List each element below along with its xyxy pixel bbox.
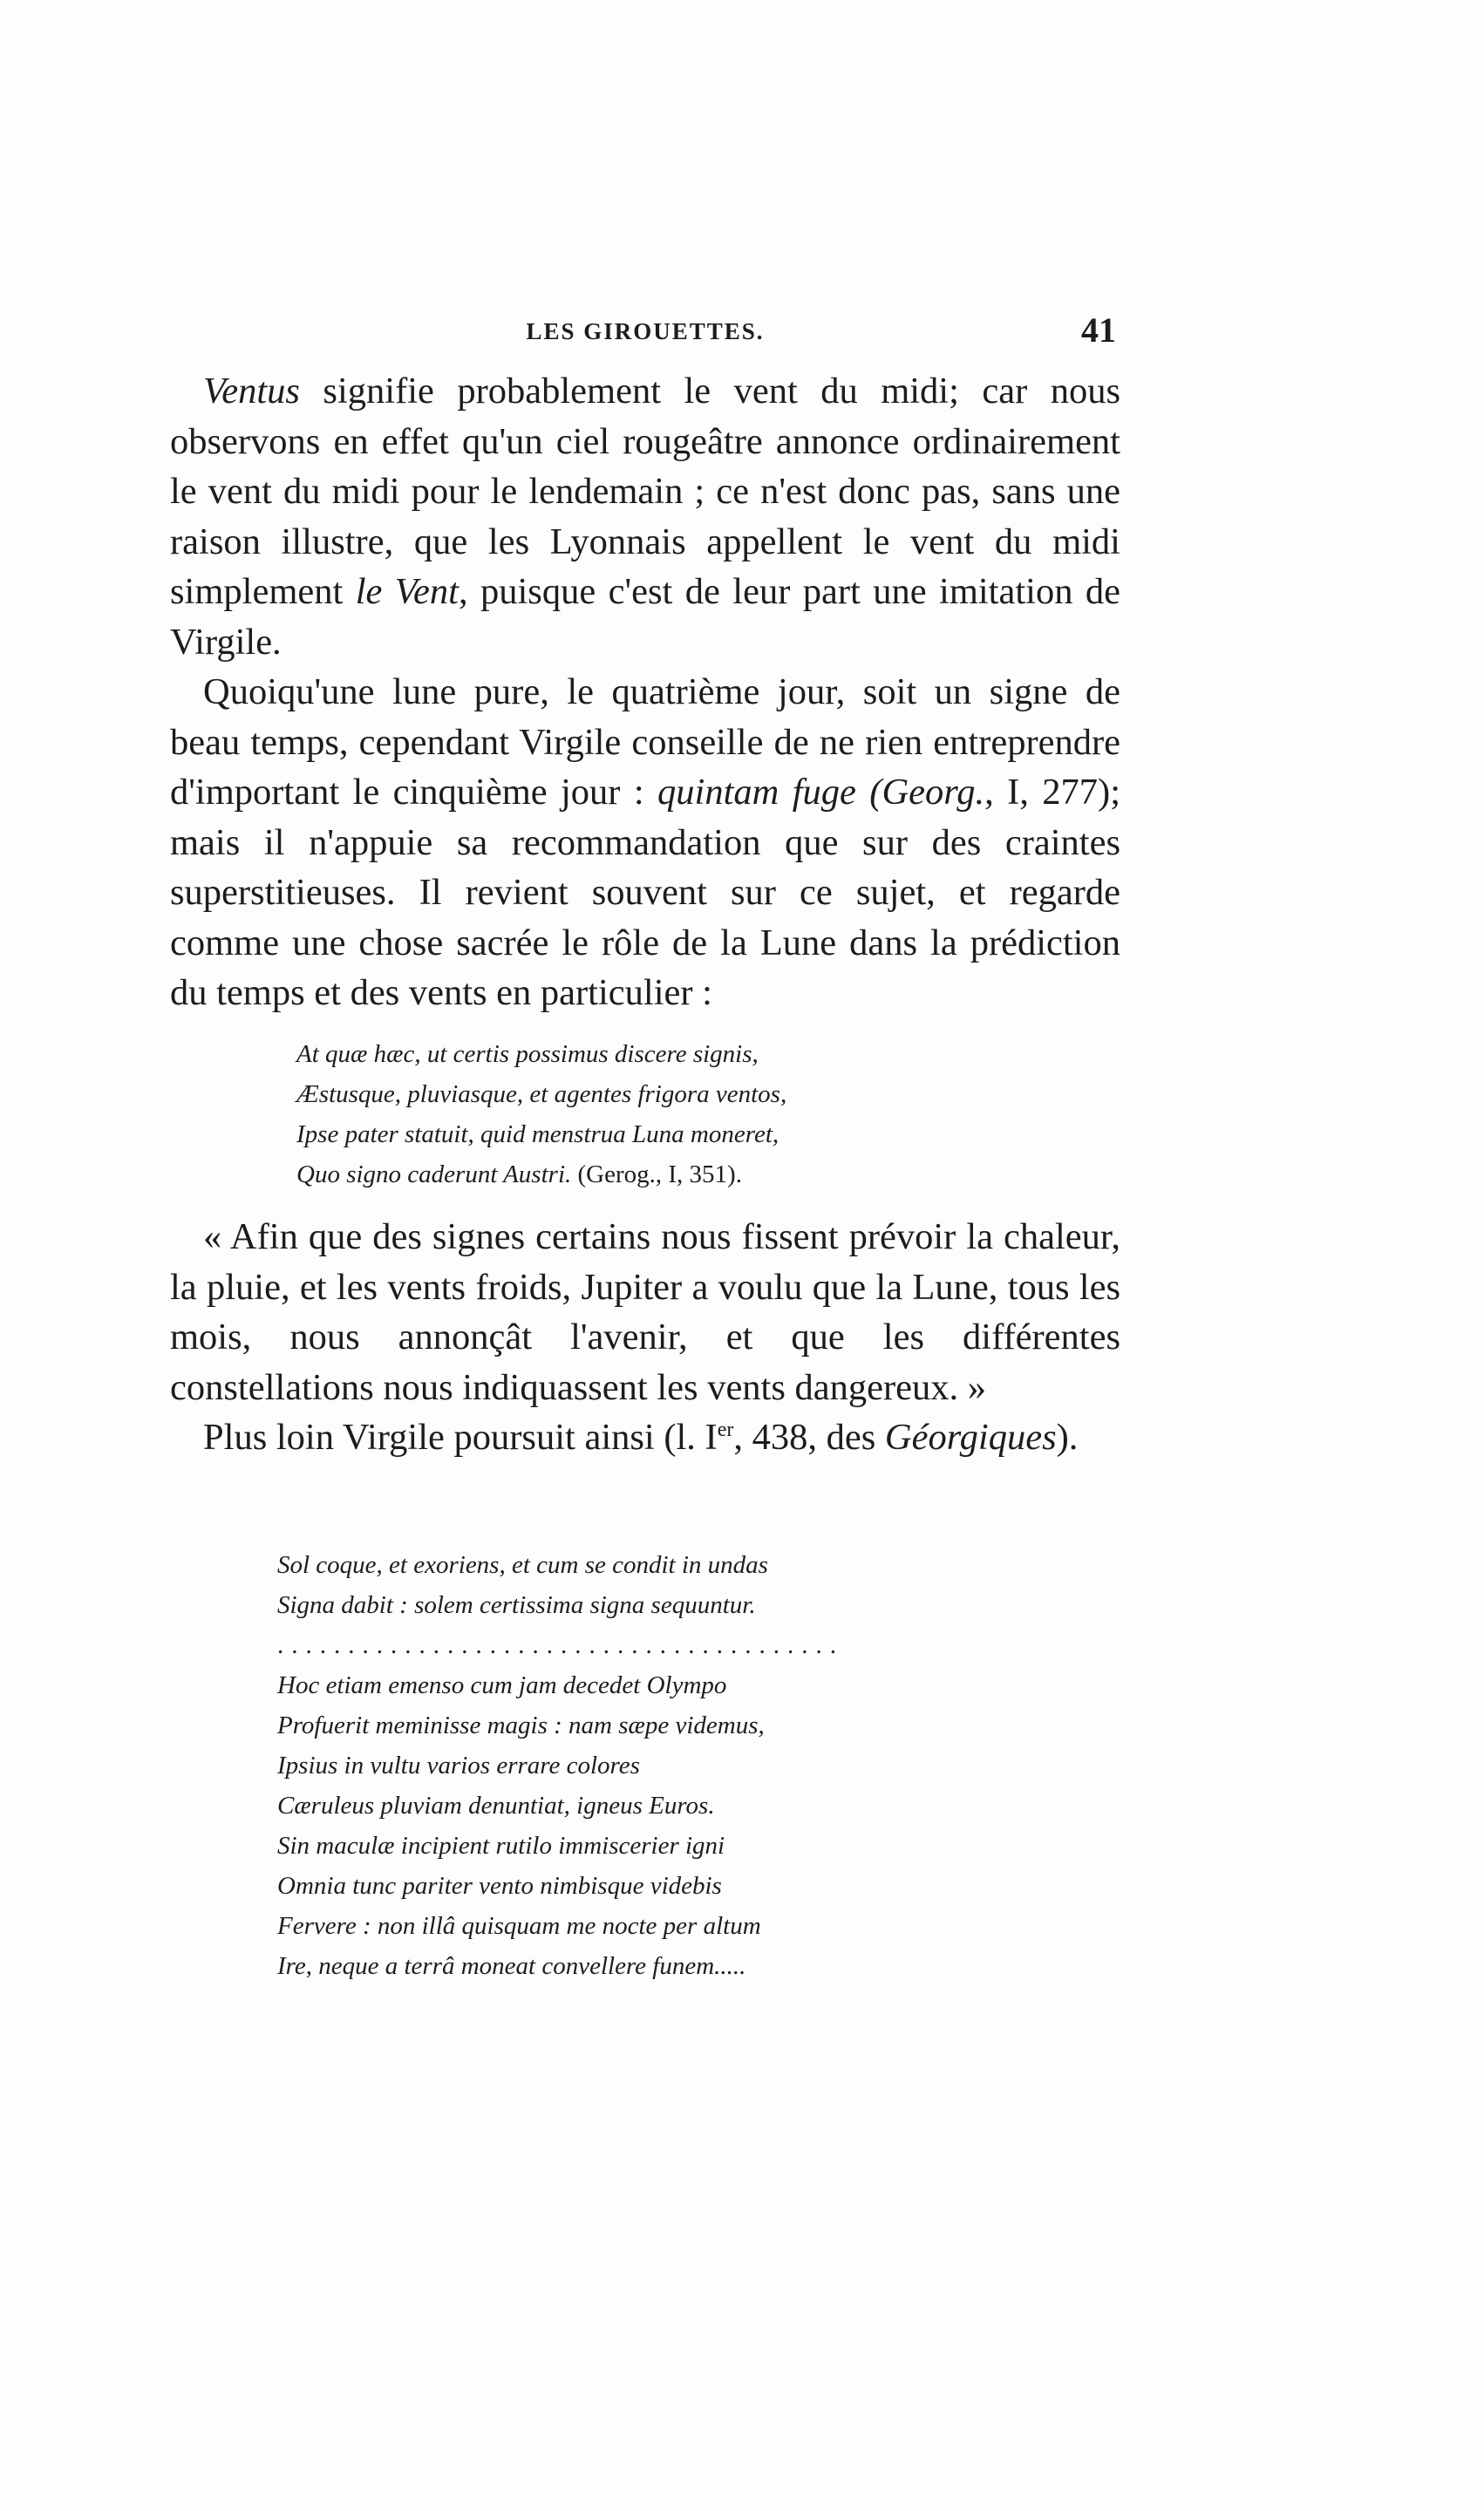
verse-line: Fervere : non illâ quisquam me nocte per altum [277,1912,761,1940]
verse-line: Ire, neque a terrâ moneat convellere funem..... [277,1952,746,1980]
verse-line: Ipse pater statuit, quid menstrua Luna moneret, [296,1120,779,1148]
verse-line: Æstusque, pluviasque, et agentes frigora ventos, [296,1080,787,1108]
verse-line: At quæ hæc, ut certis possimus discere signis, [296,1040,759,1068]
verse-line: Hoc etiam emenso cum jam decedet Olympo [277,1671,727,1699]
prose-block-top [170,366,1120,1018]
verse-line: Omnia tunc pariter vento nimbisque videbis [277,1872,722,1900]
verse-line: Signa dabit : solem certissima signa sequuntur. [277,1591,756,1619]
verse-line: Profuerit meminisse magis : nam sæpe videmus, [277,1711,765,1739]
paragraph-text: , I, 277); mais il n'appuie sa recommandation que sur des craintes superstitieuses. Il revient souvent sur ce sujet, et regarde comme une chose sacrée le rôle de la Lune dans la prédiction du temps et des vents en particulier : [170,772,1120,1013]
italic-term: Ventus [203,371,300,412]
verse-line-text: Quo signo caderunt Austri. [296,1160,572,1188]
paragraph-translation: « Afin que des signes certains nous fissent prévoir la chaleur, la pluie, et les vents froids, Jupiter a voulu que la Lune, tous les mois, nous annonçât l'avenir, et que les différentes constellations nous indiquassent les vents dangereux. » [170,1216,1120,1408]
verse-line: Cæruleus pluviam denuntiat, igneus Euros. [277,1792,715,1820]
verse-quotation-2 [277,1545,870,1986]
superscript: er [717,1418,734,1441]
italic-term: quintam fuge (Georg. [657,772,985,813]
page-header [174,310,1116,362]
paragraph-text: , puisque c'est de leur part une imitation de Virgile. [170,571,1120,663]
paragraph-lune [170,667,1120,1018]
italic-term: Géorgiques [884,1417,1057,1458]
running-title: LES GIROUETTES. [526,318,765,344]
italic-term: le Vent [355,571,459,612]
verse-line-with-citation [296,1154,786,1194]
paragraph-text: Quoiqu'une lune pure, le quatrième jour, soit un signe de beau temps, cependant Virgile conseille de ne rien entreprendre d'important le cinquième jour : [170,671,1120,813]
verse-citation: (Gerog., I, 351). [577,1160,742,1188]
verse-line: Ipsius in vultu varios errare colores [277,1752,640,1779]
verse-line: Sin maculæ incipient rutilo immiscerier igni [277,1832,725,1860]
prose-block-middle [170,1212,1120,1463]
paragraph-text: Plus loin Virgile poursuit ainsi (l. I [203,1417,718,1458]
verse-line: Sol coque, et exoriens, et cum se condit in undas [277,1551,768,1579]
paragraph-text: ). [1056,1417,1079,1458]
page-number: 41 [1081,310,1116,350]
ellipsis-dots: ........................................ [277,1631,844,1659]
paragraph-ventus [170,366,1120,667]
verse-quotation-1 [296,1034,786,1194]
paragraph-text: signifie probablement le vent du midi; car nous observons en effet qu'un ciel rougeâtre annonce ordinairement le vent du midi pour le lendemain ; ce n'est donc pas, sans une raison illustre, que les Lyonnais appellent le vent du midi simplement [170,371,1120,612]
paragraph-text: , 438, des [733,1417,885,1458]
paragraph-plus-loin [170,1412,1120,1463]
